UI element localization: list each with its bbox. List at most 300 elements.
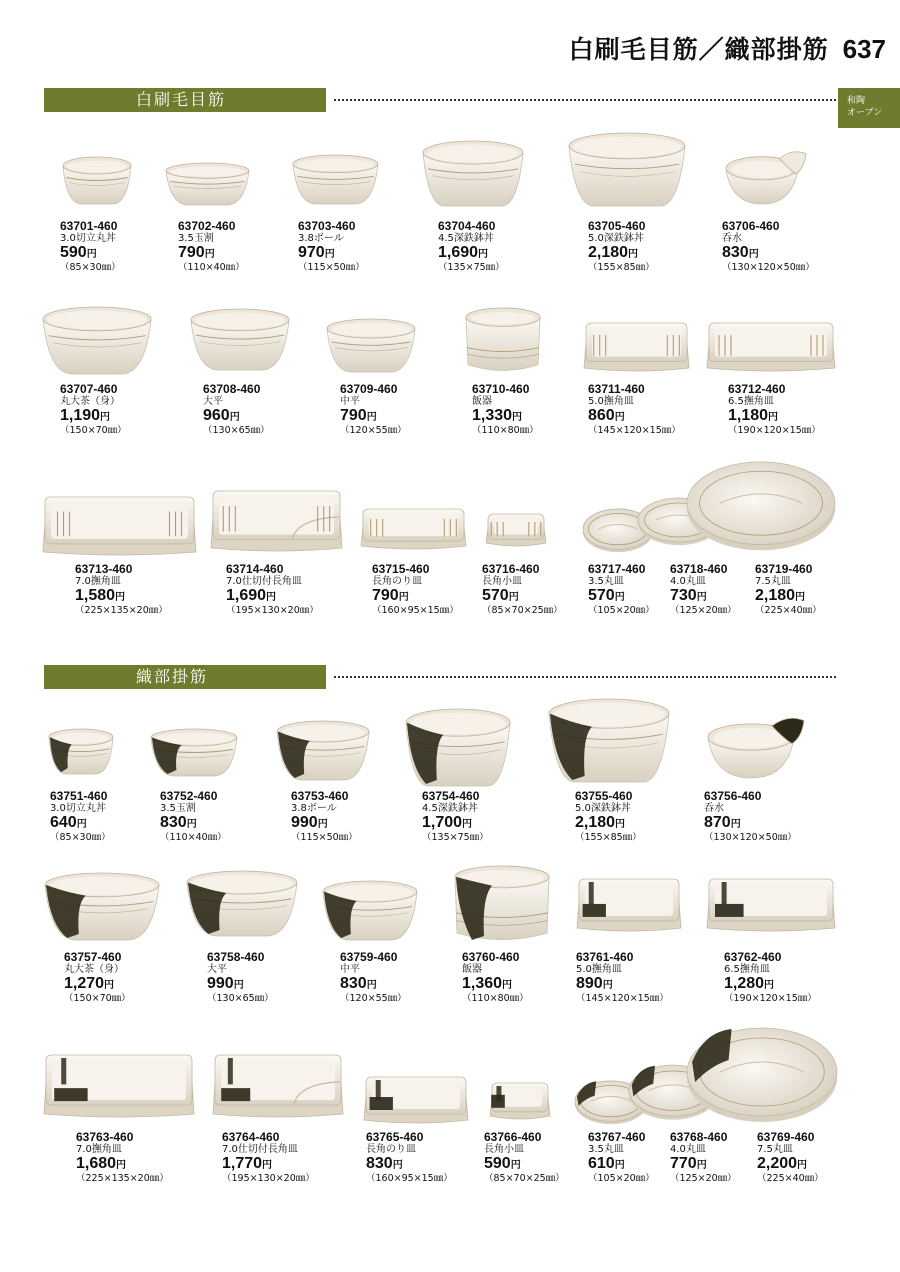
product-code: 63767-460 [588, 1130, 646, 1144]
product-photo [686, 1026, 838, 1126]
product-name: 6.5撫角皿 [728, 396, 774, 407]
product-price [75, 588, 235, 605]
price-value: 570 [588, 587, 615, 604]
product-image [489, 1082, 551, 1122]
product-name: 7.5丸皿 [755, 576, 791, 587]
product-image [326, 318, 416, 374]
product-photo [583, 322, 690, 374]
yen-unit: 円 [602, 980, 613, 991]
product-code: 63763-460 [76, 1130, 134, 1144]
product-image [292, 154, 379, 206]
product-label [76, 1131, 236, 1185]
price-value: 1,190 [60, 407, 101, 424]
product-price [757, 1156, 900, 1173]
product-dimensions: （225×40㎜） [757, 1173, 824, 1184]
product-name: 呑水 [704, 803, 724, 814]
product-dimensions: （190×120×15㎜） [728, 425, 821, 436]
product-name: 4.5深鉄鉢丼 [422, 803, 478, 814]
product-photo [326, 318, 416, 374]
product-photo [322, 880, 418, 942]
product-image [583, 322, 690, 374]
price-value: 830 [160, 814, 187, 831]
product-code: 63713-460 [75, 562, 133, 576]
product-name: 7.0撫角皿 [76, 1144, 122, 1155]
product-photo [44, 872, 160, 942]
product-image [724, 148, 808, 206]
yen-unit: 円 [508, 592, 519, 603]
product-name: 3.5玉割 [160, 803, 196, 814]
product-price [576, 976, 736, 993]
price-value: 890 [576, 975, 603, 992]
yen-unit: 円 [696, 592, 707, 603]
product-dimensions: （115×50㎜） [298, 262, 365, 273]
product-label [724, 951, 884, 1005]
yen-unit: 円 [478, 249, 489, 260]
product-image [48, 728, 114, 776]
product-name: 飯器 [462, 964, 482, 975]
product-name: 呑水 [722, 233, 742, 244]
product-name: 中平 [340, 964, 360, 975]
price-value: 2,180 [755, 587, 796, 604]
product-price [60, 408, 220, 425]
product-image [276, 720, 370, 782]
product-dimensions: （195×130×20㎜） [222, 1173, 315, 1184]
product-photo [62, 156, 132, 206]
price-value: 1,270 [64, 975, 105, 992]
product-image [165, 162, 250, 207]
product-dimensions: （135×75㎜） [422, 832, 489, 843]
product-dimensions: （125×20㎜） [670, 1173, 737, 1184]
product-code: 63710-460 [472, 382, 530, 396]
product-price [755, 588, 900, 605]
price-value: 1,280 [724, 975, 765, 992]
section-divider [334, 676, 836, 678]
side-tab-line2: オーブン [847, 108, 883, 118]
product-photo [190, 308, 290, 372]
product-name: 4.0丸皿 [670, 576, 706, 587]
product-code: 63704-460 [438, 219, 496, 233]
price-value: 1,580 [75, 587, 116, 604]
product-image [44, 872, 160, 942]
product-image [576, 878, 682, 934]
price-value: 640 [50, 814, 77, 831]
product-image [62, 156, 132, 206]
product-dimensions: （105×20㎜） [588, 1173, 655, 1184]
price-value: 590 [484, 1155, 511, 1172]
yen-unit: 円 [204, 249, 215, 260]
product-price [422, 815, 582, 832]
product-image [706, 714, 806, 780]
product-name: 長角のり皿 [372, 576, 422, 587]
product-name: 6.5撫角皿 [724, 964, 770, 975]
product-dimensions: （130×65㎜） [207, 993, 274, 1004]
price-value: 730 [670, 587, 697, 604]
side-tab[interactable] [838, 88, 900, 128]
product-photo [43, 1054, 195, 1120]
product-code: 63715-460 [372, 562, 430, 576]
product-dimensions: （160×95×15㎜） [372, 605, 459, 616]
product-name: 3.5丸皿 [588, 576, 624, 587]
product-image [360, 508, 467, 552]
product-dimensions: （150×70㎜） [60, 425, 127, 436]
product-photo [42, 306, 152, 376]
product-code: 63764-460 [222, 1130, 280, 1144]
product-code: 63769-460 [757, 1130, 815, 1144]
section-title: 織部掛筋 [44, 665, 326, 689]
product-photo [463, 308, 543, 374]
product-image [42, 306, 152, 376]
product-image [210, 490, 343, 554]
product-code: 63757-460 [64, 950, 122, 964]
product-photo [165, 162, 250, 207]
product-photo [452, 866, 552, 944]
product-code: 63766-460 [484, 1130, 542, 1144]
product-image [190, 308, 290, 372]
yen-unit: 円 [614, 592, 625, 603]
product-name: 3.8ボール [298, 233, 344, 244]
product-photo [706, 714, 806, 780]
price-value: 1,680 [76, 1155, 117, 1172]
product-label [226, 563, 386, 617]
product-image [405, 708, 511, 788]
product-photo [548, 698, 670, 784]
product-image [706, 322, 836, 374]
product-dimensions: （85×70×25㎜） [482, 605, 563, 616]
product-code: 63752-460 [160, 789, 218, 803]
product-name: 大平 [203, 396, 223, 407]
product-photo [363, 1076, 469, 1126]
yen-unit: 円 [512, 412, 523, 423]
product-name: 3.0切立丸丼 [50, 803, 106, 814]
product-photo [485, 513, 547, 549]
yen-unit: 円 [116, 1160, 127, 1171]
product-image [485, 513, 547, 549]
product-dimensions: （110×40㎜） [178, 262, 245, 273]
yen-unit: 円 [797, 1160, 808, 1171]
section-title: 白刷毛目筋 [44, 88, 326, 112]
yen-unit: 円 [614, 1160, 625, 1171]
product-name: 5.0深鉄鉢丼 [575, 803, 631, 814]
product-name: 長角小皿 [484, 1144, 524, 1155]
product-name: 丸大茶（身） [60, 396, 120, 407]
price-value: 770 [670, 1155, 697, 1172]
price-value: 860 [588, 407, 615, 424]
price-value: 2,180 [588, 244, 629, 261]
product-dimensions: （85×30㎜） [60, 262, 121, 273]
product-image [322, 880, 418, 942]
product-image [686, 460, 836, 554]
product-code: 63703-460 [298, 219, 356, 233]
product-dimensions: （190×120×15㎜） [724, 993, 817, 1004]
product-label [757, 1131, 900, 1185]
yen-unit: 円 [768, 412, 779, 423]
price-value: 960 [203, 407, 230, 424]
product-photo [186, 870, 298, 938]
yen-unit: 円 [615, 819, 626, 830]
price-value: 1,690 [226, 587, 267, 604]
product-dimensions: （85×30㎜） [50, 832, 111, 843]
price-value: 790 [178, 244, 205, 261]
product-photo [706, 322, 836, 374]
yen-unit: 円 [502, 980, 513, 991]
product-photo [405, 708, 511, 788]
side-tab-line1: 和陶 [847, 96, 866, 106]
product-photo [422, 140, 524, 208]
product-image [548, 698, 670, 784]
product-photo [276, 720, 370, 782]
product-name: 長角のり皿 [366, 1144, 416, 1155]
product-label [422, 790, 582, 844]
product-code: 63754-460 [422, 789, 480, 803]
product-code: 63753-460 [291, 789, 349, 803]
product-label [222, 1131, 382, 1185]
product-price [226, 588, 386, 605]
product-image [422, 140, 524, 208]
product-photo [724, 148, 808, 206]
product-price [722, 245, 882, 262]
product-code: 63705-460 [588, 219, 646, 233]
product-dimensions: （105×20㎜） [588, 605, 655, 616]
product-image [43, 1054, 195, 1120]
product-code: 63712-460 [728, 382, 786, 396]
product-dimensions: （150×70㎜） [64, 993, 131, 1004]
price-value: 970 [298, 244, 325, 261]
product-price [298, 245, 458, 262]
product-photo [292, 154, 379, 206]
yen-unit: 円 [104, 980, 115, 991]
price-value: 830 [722, 244, 749, 261]
yen-unit: 円 [324, 249, 335, 260]
product-label [203, 383, 363, 437]
product-code: 63707-460 [60, 382, 118, 396]
price-value: 590 [60, 244, 87, 261]
product-dimensions: （145×120×15㎜） [588, 425, 681, 436]
price-value: 990 [207, 975, 234, 992]
price-value: 2,180 [575, 814, 616, 831]
product-price [438, 245, 598, 262]
product-photo [360, 508, 467, 552]
price-value: 830 [366, 1155, 393, 1172]
product-dimensions: （155×85㎜） [575, 832, 642, 843]
product-name: 丸大茶（身） [64, 964, 124, 975]
yen-unit: 円 [614, 412, 625, 423]
price-value: 1,180 [728, 407, 769, 424]
page-header [569, 30, 886, 66]
product-code: 63706-460 [722, 219, 780, 233]
product-photo [686, 460, 836, 554]
yen-unit: 円 [748, 249, 759, 260]
product-dimensions: （110×40㎜） [160, 832, 227, 843]
yen-unit: 円 [186, 819, 197, 830]
product-code: 63760-460 [462, 950, 520, 964]
yen-unit: 円 [262, 1160, 273, 1171]
product-price [222, 1156, 382, 1173]
price-value: 1,700 [422, 814, 463, 831]
yen-unit: 円 [398, 592, 409, 603]
price-value: 870 [704, 814, 731, 831]
price-value: 790 [372, 587, 399, 604]
page-title: 白刷毛目筋／織部掛筋 [568, 35, 829, 64]
product-image [363, 1076, 469, 1126]
product-name: 5.0撫角皿 [588, 396, 634, 407]
product-name: 7.0仕切付長角皿 [222, 1144, 298, 1155]
product-dimensions: （160×95×15㎜） [366, 1173, 453, 1184]
product-label [576, 951, 736, 1005]
product-image [150, 728, 238, 778]
product-name: 3.5玉割 [178, 233, 214, 244]
product-price [203, 408, 363, 425]
product-dimensions: （225×40㎜） [755, 605, 822, 616]
product-code: 63717-460 [588, 562, 646, 576]
product-name: 5.0深鉄鉢丼 [588, 233, 644, 244]
product-label [588, 383, 748, 437]
price-value: 570 [482, 587, 509, 604]
price-value: 610 [588, 1155, 615, 1172]
price-value: 990 [291, 814, 318, 831]
product-label [704, 790, 864, 844]
product-price [76, 1156, 236, 1173]
product-code: 63718-460 [670, 562, 728, 576]
yen-unit: 円 [764, 980, 775, 991]
product-photo [568, 132, 686, 208]
yen-unit: 円 [86, 249, 97, 260]
product-dimensions: （120×55㎜） [340, 425, 407, 436]
section-divider [334, 99, 836, 101]
page-number: 637 [842, 34, 886, 64]
product-price [704, 815, 864, 832]
yen-unit: 円 [266, 592, 277, 603]
yen-unit: 円 [795, 592, 806, 603]
product-image [186, 870, 298, 938]
product-image [212, 1054, 344, 1120]
yen-unit: 円 [628, 249, 639, 260]
product-label [722, 220, 882, 274]
product-image [568, 132, 686, 208]
price-value: 830 [340, 975, 367, 992]
product-label [728, 383, 888, 437]
yen-unit: 円 [730, 819, 741, 830]
product-label [438, 220, 598, 274]
price-value: 790 [340, 407, 367, 424]
product-code: 63702-460 [178, 219, 236, 233]
product-name: 大平 [207, 964, 227, 975]
product-dimensions: （225×135×20㎜） [75, 605, 168, 616]
product-code: 63765-460 [366, 1130, 424, 1144]
product-name: 4.5深鉄鉢丼 [438, 233, 494, 244]
product-dimensions: （125×20㎜） [670, 605, 737, 616]
product-name: 3.8ボール [291, 803, 337, 814]
product-code: 63762-460 [724, 950, 782, 964]
product-label [75, 563, 235, 617]
yen-unit: 円 [233, 980, 244, 991]
yen-unit: 円 [696, 1160, 707, 1171]
yen-unit: 円 [317, 819, 328, 830]
product-name: 飯器 [472, 396, 492, 407]
product-photo [489, 1082, 551, 1122]
product-code: 63719-460 [755, 562, 813, 576]
product-photo [210, 490, 343, 554]
product-price [588, 408, 748, 425]
yen-unit: 円 [115, 592, 126, 603]
product-dimensions: （145×120×15㎜） [576, 993, 669, 1004]
product-label [298, 220, 458, 274]
product-code: 63708-460 [203, 382, 261, 396]
product-dimensions: （225×135×20㎜） [76, 1173, 169, 1184]
product-name: 5.0撫角皿 [576, 964, 622, 975]
product-price [64, 976, 224, 993]
product-code: 63709-460 [340, 382, 398, 396]
product-photo [212, 1054, 344, 1120]
yen-unit: 円 [510, 1160, 521, 1171]
product-photo [150, 728, 238, 778]
product-dimensions: （155×85㎜） [588, 262, 655, 273]
product-code: 63768-460 [670, 1130, 728, 1144]
product-label [755, 563, 900, 617]
product-photo [706, 878, 836, 934]
price-value: 1,690 [438, 244, 479, 261]
product-name: 3.0切立丸丼 [60, 233, 116, 244]
product-dimensions: （135×75㎜） [438, 262, 505, 273]
product-name: 7.0仕切付長角皿 [226, 576, 302, 587]
product-price [724, 976, 884, 993]
product-code: 63756-460 [704, 789, 762, 803]
product-image [463, 308, 543, 374]
product-label [60, 383, 220, 437]
product-code: 63716-460 [482, 562, 540, 576]
product-dimensions: （120×55㎜） [340, 993, 407, 1004]
product-photo [42, 496, 197, 558]
product-image [686, 1026, 838, 1126]
product-dimensions: （85×70×25㎜） [484, 1173, 565, 1184]
product-code: 63758-460 [207, 950, 265, 964]
product-code: 63711-460 [588, 382, 645, 396]
product-label [64, 951, 224, 1005]
product-dimensions: （195×130×20㎜） [226, 605, 319, 616]
product-name: 4.0丸皿 [670, 1144, 706, 1155]
yen-unit: 円 [229, 412, 240, 423]
yen-unit: 円 [462, 819, 473, 830]
product-image [706, 878, 836, 934]
product-name: 中平 [340, 396, 360, 407]
product-photo [48, 728, 114, 776]
product-image [452, 866, 552, 944]
price-value: 1,770 [222, 1155, 263, 1172]
yen-unit: 円 [100, 412, 111, 423]
product-dimensions: （110×80㎜） [462, 993, 529, 1004]
product-code: 63714-460 [226, 562, 284, 576]
product-dimensions: （130×65㎜） [203, 425, 270, 436]
price-value: 1,330 [472, 407, 513, 424]
product-dimensions: （130×120×50㎜） [704, 832, 797, 843]
product-name: 3.5丸皿 [588, 1144, 624, 1155]
product-code: 63761-460 [576, 950, 634, 964]
yen-unit: 円 [76, 819, 87, 830]
product-dimensions: （110×80㎜） [472, 425, 539, 436]
yen-unit: 円 [366, 412, 377, 423]
price-value: 1,360 [462, 975, 503, 992]
price-value: 2,200 [757, 1155, 798, 1172]
product-image [42, 496, 197, 558]
product-code: 63701-460 [60, 219, 118, 233]
product-photo [576, 878, 682, 934]
product-code: 63755-460 [575, 789, 633, 803]
yen-unit: 円 [366, 980, 377, 991]
product-name: 7.0撫角皿 [75, 576, 121, 587]
product-code: 63759-460 [340, 950, 398, 964]
product-dimensions: （130×120×50㎜） [722, 262, 815, 273]
product-dimensions: （115×50㎜） [291, 832, 358, 843]
product-code: 63751-460 [50, 789, 108, 803]
